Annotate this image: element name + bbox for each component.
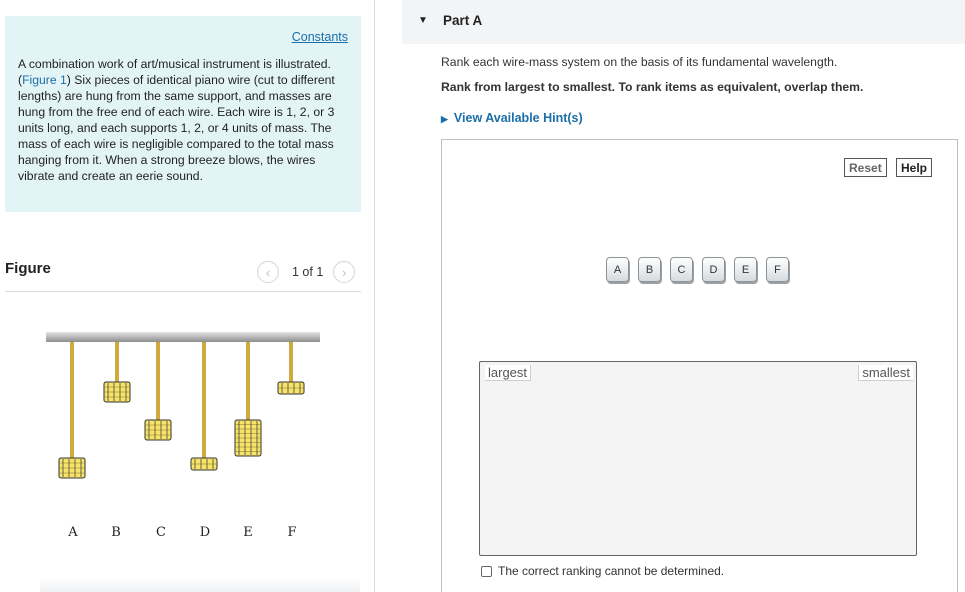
wire [157,342,160,420]
part-title: Part A [443,13,483,28]
cannot-determine-option[interactable] [481,564,724,578]
part-header[interactable] [402,0,965,44]
figure-label-f: F [287,525,297,540]
wire [247,342,250,420]
wire [290,342,293,382]
cannot-determine-label: The correct ranking cannot be determined. [498,564,725,578]
tile-tray [606,257,798,282]
tile-d[interactable]: D [702,257,725,282]
tile-f[interactable]: F [766,257,789,282]
largest-label: largest [485,365,531,381]
triangle-right-icon: ▶ [441,114,448,124]
cannot-determine-checkbox[interactable] [481,566,492,577]
divider [5,291,361,292]
ranking-widget [441,139,958,592]
mass-stack [235,420,261,456]
mass-stack [59,458,85,478]
figure-pager [257,261,355,283]
wire-mass-figure [40,325,340,550]
ranking-drop-area[interactable] [479,361,917,556]
caret-down-icon[interactable]: ▼ [418,15,428,26]
help-button[interactable]: Help [896,158,932,177]
constants-link[interactable]: Constants [291,30,348,44]
wire-mass-f [278,342,304,394]
figure-label-c: C [156,525,166,540]
rank-instruction: Rank from largest to smallest. To rank items as equivalent, overlap them. [441,80,864,94]
mass-stack [191,458,217,470]
mass-stack [145,420,171,440]
wire [71,342,74,458]
figure-link[interactable]: Figure 1 [22,73,67,87]
instruction-text: Rank each wire-mass system on the basis of its fundamental wavelength. [441,55,838,69]
hints-label: View Available Hint(s) [453,111,583,125]
wire-mass-a [59,342,85,478]
chevron-right-icon[interactable]: › [333,261,355,283]
left-panel [0,0,375,592]
wire [203,342,206,458]
figure-title: Figure [5,260,51,277]
wire-mass-c [145,342,171,440]
wire-mass-e [235,342,261,456]
tile-b[interactable]: B [638,257,661,282]
wire-mass-b [104,342,130,402]
problem-box [5,16,361,212]
support-bar [46,332,320,342]
figure-label-b: B [111,525,121,540]
figure-label-e: E [243,525,253,540]
scroll-fade [40,578,360,592]
mass-stack [104,382,130,402]
problem-text: A combination work of art/musical instrument is illustrated. (Figure 1) Six pieces of identical piano wire (cut to different lengths) are hung from the same support, and masses are hung from the free end of each wire. Each wire is 1, 2, or 3 units long, and each supports 1, 2, or 4 units of mass. The mass of each wire is negligible compared to the total mass hanging from it. When a strong breeze blows, the wires vibrate and create an eerie sound. [18,57,335,183]
tile-e[interactable]: E [734,257,757,282]
chevron-left-icon[interactable]: ‹ [257,261,279,283]
wire-mass-d [191,342,217,470]
figure-label-d: D [199,525,211,540]
view-hints-link[interactable] [441,111,583,125]
figure-counter: 1 of 1 [292,265,324,279]
reset-button[interactable]: Reset [844,158,887,177]
wire [116,342,119,382]
smallest-label: smallest [858,365,913,381]
tile-c[interactable]: C [670,257,693,282]
mass-stack [278,382,304,394]
figure-label-a: A [68,525,78,540]
tile-a[interactable]: A [606,257,629,282]
